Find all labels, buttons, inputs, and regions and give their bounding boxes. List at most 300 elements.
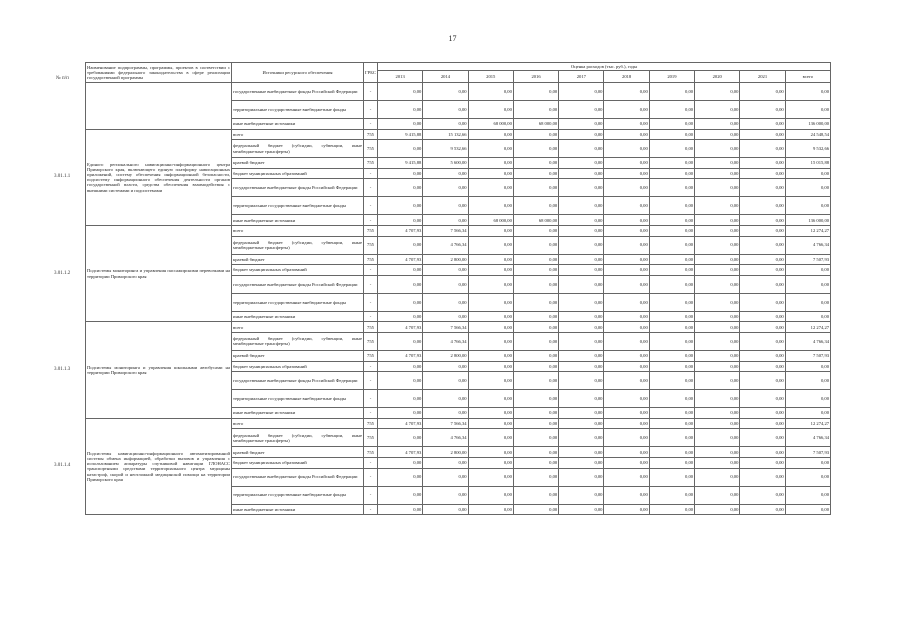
value-cell: 68 000,00 (513, 215, 558, 226)
value-cell: 0,00 (604, 350, 649, 361)
value-cell: 0,00 (559, 197, 604, 215)
value-cell: 0,00 (468, 418, 513, 429)
header-source: Источники ресурсного обеспечения (232, 63, 364, 83)
value-cell: 0,00 (649, 254, 694, 265)
value-cell: 0,00 (559, 101, 604, 119)
value-cell: 0,00 (559, 350, 604, 361)
value-cell: 0,00 (559, 418, 604, 429)
value-cell: 0,00 (604, 332, 649, 350)
source-cell: бюджет муниципальных образований (232, 265, 364, 276)
value-cell: 0,00 (695, 361, 740, 372)
value-cell: 4 766,34 (423, 332, 468, 350)
source-cell: краевой бюджет (232, 254, 364, 265)
value-cell: 9 415,88 (378, 129, 423, 140)
value-cell: 9 532,66 (785, 140, 830, 158)
value-cell: 0,00 (695, 429, 740, 447)
source-cell: иные внебюджетные источники (232, 119, 364, 130)
header-year: 2018 (604, 71, 649, 83)
value-cell: 0,00 (468, 322, 513, 333)
value-cell: 0,00 (785, 486, 830, 504)
value-cell: 0,00 (378, 236, 423, 254)
value-cell: 0,00 (649, 168, 694, 179)
value-cell: 0,00 (513, 390, 558, 408)
value-cell: 0,00 (423, 372, 468, 390)
grbs-cell: - (364, 390, 378, 408)
value-cell: 0,00 (423, 504, 468, 515)
value-cell: 0,00 (513, 168, 558, 179)
value-cell: 0,00 (649, 158, 694, 169)
value-cell: 0,00 (513, 236, 558, 254)
grbs-cell: 755 (364, 129, 378, 140)
value-cell: 0,00 (740, 293, 785, 311)
value-cell: 0,00 (559, 408, 604, 419)
value-cell: 0,00 (785, 408, 830, 419)
value-cell: 0,00 (740, 322, 785, 333)
value-cell: 0,00 (604, 322, 649, 333)
value-cell: 0,00 (740, 457, 785, 468)
source-cell: краевой бюджет (232, 158, 364, 169)
grbs-cell: - (364, 168, 378, 179)
value-cell: 0,00 (740, 265, 785, 276)
value-cell: 0,00 (785, 275, 830, 293)
value-cell: 2 800,00 (423, 447, 468, 458)
value-cell: 0,00 (604, 457, 649, 468)
header-year: 2015 (468, 71, 513, 83)
value-cell: 0,00 (513, 140, 558, 158)
header-year: 2013 (378, 71, 423, 83)
grbs-cell: - (364, 408, 378, 419)
table-row (86, 225, 831, 236)
value-cell: 0,00 (513, 408, 558, 419)
table-row (86, 129, 831, 140)
value-cell: 4 766,34 (785, 429, 830, 447)
value-cell: 0,00 (423, 179, 468, 197)
header-year: 2016 (513, 71, 558, 83)
source-cell: иные внебюджетные источники (232, 215, 364, 226)
value-cell: 0,00 (468, 293, 513, 311)
value-cell: 0,00 (378, 265, 423, 276)
value-cell: 4 707,93 (378, 254, 423, 265)
value-cell: 7 507,93 (785, 447, 830, 458)
value-cell: 0,00 (423, 101, 468, 119)
program-name: Единого регионального навигационно-информационного центра Приморского края, включающего единую платформу навигационных приложений, систему обеспечения информационной безопасности, подсистему информационного обеспечения деятельности органов государственной власти, средства обеспечения взаимодействия с внешними системами и подсистемами (86, 129, 232, 225)
value-cell: 2 800,00 (423, 254, 468, 265)
value-cell: 0,00 (695, 332, 740, 350)
program-name: Подсистемы мониторинга и управления школьными автобусами на территории Приморского края (86, 322, 232, 418)
value-cell: 0,00 (695, 457, 740, 468)
value-cell: 0,00 (740, 311, 785, 322)
grbs-cell: - (364, 101, 378, 119)
grbs-cell: - (364, 215, 378, 226)
grbs-cell: 755 (364, 158, 378, 169)
value-cell: 0,00 (604, 275, 649, 293)
value-cell: 0,00 (649, 418, 694, 429)
value-cell: 0,00 (604, 447, 649, 458)
value-cell: 0,00 (740, 361, 785, 372)
source-cell: территориальные государственные внебюджетные фонды (232, 486, 364, 504)
grbs-cell: 755 (364, 447, 378, 458)
value-cell: 0,00 (785, 468, 830, 486)
value-cell: 0,00 (378, 101, 423, 119)
value-cell: 0,00 (468, 168, 513, 179)
value-cell: 0,00 (649, 350, 694, 361)
value-cell: 0,00 (649, 468, 694, 486)
value-cell: 0,00 (740, 350, 785, 361)
value-cell: 4 707,93 (378, 418, 423, 429)
value-cell: 0,00 (423, 197, 468, 215)
value-cell: 0,00 (695, 119, 740, 130)
value-cell: 0,00 (468, 390, 513, 408)
value-cell: 0,00 (513, 361, 558, 372)
grbs-cell: - (364, 361, 378, 372)
value-cell: 0,00 (468, 179, 513, 197)
value-cell: 4 766,34 (785, 236, 830, 254)
header-year: 2017 (559, 71, 604, 83)
value-cell: 0,00 (604, 101, 649, 119)
value-cell: 0,00 (604, 504, 649, 515)
value-cell: 0,00 (649, 236, 694, 254)
value-cell: 0,00 (604, 179, 649, 197)
value-cell: 0,00 (740, 332, 785, 350)
value-cell: 0,00 (695, 350, 740, 361)
value-cell: 4 766,34 (785, 332, 830, 350)
value-cell: 0,00 (423, 486, 468, 504)
value-cell: 0,00 (785, 197, 830, 215)
value-cell: 0,00 (695, 215, 740, 226)
value-cell: 9 415,88 (378, 158, 423, 169)
source-cell: государственные внебюджетные фонды Российской Федерации (232, 372, 364, 390)
row-code: 3.01.1.4 (54, 463, 71, 469)
value-cell: 0,00 (785, 311, 830, 322)
value-cell: 0,00 (559, 486, 604, 504)
value-cell: 0,00 (559, 236, 604, 254)
value-cell: 0,00 (559, 457, 604, 468)
value-cell: 0,00 (740, 372, 785, 390)
value-cell: 0,00 (740, 140, 785, 158)
value-cell: 136 000,00 (785, 215, 830, 226)
value-cell: 0,00 (468, 140, 513, 158)
header-year: 2019 (649, 71, 694, 83)
value-cell: 0,00 (468, 236, 513, 254)
value-cell: 0,00 (468, 158, 513, 169)
value-cell: 0,00 (649, 129, 694, 140)
value-cell: 0,00 (740, 179, 785, 197)
value-cell: 0,00 (604, 158, 649, 169)
source-cell: государственные внебюджетные фонды Российской Федерации (232, 275, 364, 293)
value-cell: 0,00 (695, 504, 740, 515)
value-cell: 0,00 (513, 179, 558, 197)
header-grbs: ГРБС (364, 63, 378, 83)
value-cell: 0,00 (378, 390, 423, 408)
value-cell: 0,00 (513, 372, 558, 390)
value-cell: 0,00 (423, 293, 468, 311)
value-cell: 0,00 (785, 179, 830, 197)
value-cell: 0,00 (740, 197, 785, 215)
value-cell: 0,00 (378, 468, 423, 486)
value-cell: 0,00 (649, 179, 694, 197)
source-cell: всего (232, 322, 364, 333)
value-cell: 0,00 (785, 390, 830, 408)
source-cell: федеральный бюджет (субсидии, субвенции, иные межбюджетные трансферты) (232, 429, 364, 447)
value-cell: 5 600,00 (423, 158, 468, 169)
value-cell: 0,00 (513, 311, 558, 322)
value-cell: 0,00 (559, 179, 604, 197)
value-cell: 0,00 (378, 140, 423, 158)
value-cell: 0,00 (649, 361, 694, 372)
value-cell: 0,00 (604, 254, 649, 265)
value-cell: 4 707,93 (378, 322, 423, 333)
source-cell: территориальные государственные внебюджетные фонды (232, 293, 364, 311)
grbs-cell: - (364, 311, 378, 322)
value-cell: 7 566,34 (423, 418, 468, 429)
value-cell: 0,00 (468, 275, 513, 293)
value-cell: 0,00 (559, 447, 604, 458)
value-cell: 0,00 (513, 129, 558, 140)
value-cell: 0,00 (695, 236, 740, 254)
value-cell: 0,00 (559, 225, 604, 236)
value-cell: 0,00 (468, 372, 513, 390)
value-cell: 0,00 (468, 468, 513, 486)
value-cell: 0,00 (649, 293, 694, 311)
value-cell: 0,00 (468, 457, 513, 468)
value-cell: 0,00 (423, 83, 468, 101)
value-cell: 0,00 (695, 101, 740, 119)
value-cell: 0,00 (513, 275, 558, 293)
value-cell: 0,00 (513, 350, 558, 361)
grbs-cell: - (364, 275, 378, 293)
grbs-cell: - (364, 179, 378, 197)
value-cell: 0,00 (513, 457, 558, 468)
value-cell: 0,00 (604, 236, 649, 254)
value-cell: 7 507,93 (785, 350, 830, 361)
value-cell: 0,00 (559, 119, 604, 130)
value-cell: 0,00 (695, 129, 740, 140)
value-cell: 0,00 (649, 332, 694, 350)
header-year: 2020 (695, 71, 740, 83)
value-cell: 0,00 (695, 265, 740, 276)
value-cell: 0,00 (785, 372, 830, 390)
value-cell: 0,00 (649, 311, 694, 322)
source-cell: всего (232, 225, 364, 236)
value-cell: 0,00 (785, 168, 830, 179)
row-code: 3.01.1.3 (54, 367, 71, 373)
source-cell: иные внебюджетные источники (232, 408, 364, 419)
value-cell: 0,00 (695, 468, 740, 486)
source-cell: бюджет муниципальных образований (232, 457, 364, 468)
value-cell: 0,00 (468, 311, 513, 322)
page-number: 17 (448, 34, 457, 43)
grbs-cell: 755 (364, 418, 378, 429)
header-year: всего (785, 71, 830, 83)
value-cell: 0,00 (378, 372, 423, 390)
value-cell: 0,00 (513, 332, 558, 350)
value-cell: 0,00 (740, 486, 785, 504)
value-cell: 4 766,34 (423, 429, 468, 447)
value-cell: 0,00 (468, 408, 513, 419)
value-cell: 0,00 (468, 447, 513, 458)
value-cell: 0,00 (604, 361, 649, 372)
value-cell: 0,00 (695, 390, 740, 408)
value-cell: 0,00 (604, 468, 649, 486)
grbs-cell: - (364, 457, 378, 468)
value-cell: 0,00 (695, 83, 740, 101)
value-cell: 0,00 (695, 486, 740, 504)
row-code: 3.01.1.1 (54, 174, 71, 180)
value-cell: 0,00 (513, 197, 558, 215)
source-cell: иные внебюджетные источники (232, 504, 364, 515)
value-cell: 0,00 (378, 293, 423, 311)
grbs-cell: - (364, 83, 378, 101)
value-cell: 0,00 (378, 275, 423, 293)
value-cell: 0,00 (468, 486, 513, 504)
value-cell: 0,00 (559, 372, 604, 390)
value-cell: 4 707,93 (378, 447, 423, 458)
value-cell: 0,00 (695, 418, 740, 429)
value-cell: 0,00 (695, 179, 740, 197)
value-cell: 0,00 (378, 215, 423, 226)
value-cell: 0,00 (649, 197, 694, 215)
value-cell: 0,00 (513, 225, 558, 236)
value-cell: 0,00 (559, 332, 604, 350)
grbs-cell: - (364, 372, 378, 390)
value-cell: 0,00 (423, 275, 468, 293)
header-year: 2014 (423, 71, 468, 83)
value-cell: 7 566,34 (423, 225, 468, 236)
program-name: Подсистемы навигационно-информационного автоматизированной системы обмена информацией, обработки вызовов и управления с использованием аппаратуры спутниковой навигации ГЛОНАСС транспортными средствами территориального центра медицины катастроф, скорой и неотложной медицинской помощи на территории Приморского края (86, 418, 232, 514)
value-cell: 0,00 (649, 140, 694, 158)
value-cell: 0,00 (559, 215, 604, 226)
value-cell: 0,00 (604, 197, 649, 215)
value-cell: 0,00 (468, 265, 513, 276)
value-cell: 0,00 (695, 311, 740, 322)
value-cell: 0,00 (423, 215, 468, 226)
value-cell: 7 507,93 (785, 254, 830, 265)
value-cell: 4 707,93 (378, 225, 423, 236)
table-row (86, 418, 831, 429)
value-cell: 0,00 (423, 265, 468, 276)
value-cell: 0,00 (513, 429, 558, 447)
budget-table (85, 62, 831, 515)
value-cell: 0,00 (559, 140, 604, 158)
value-cell: 0,00 (378, 361, 423, 372)
value-cell: 0,00 (378, 504, 423, 515)
value-cell: 0,00 (740, 119, 785, 130)
value-cell: 0,00 (695, 197, 740, 215)
value-cell: 0,00 (468, 225, 513, 236)
value-cell: 0,00 (378, 457, 423, 468)
value-cell: 0,00 (559, 275, 604, 293)
value-cell: 0,00 (559, 254, 604, 265)
grbs-cell: 755 (364, 322, 378, 333)
value-cell: 0,00 (785, 101, 830, 119)
grbs-cell: 755 (364, 429, 378, 447)
value-cell: 0,00 (695, 293, 740, 311)
value-cell: 0,00 (513, 83, 558, 101)
grbs-cell: - (364, 468, 378, 486)
value-cell: 12 274,27 (785, 322, 830, 333)
value-cell: 0,00 (468, 361, 513, 372)
source-cell: всего (232, 129, 364, 140)
value-cell: 0,00 (604, 418, 649, 429)
table-row (86, 83, 831, 101)
value-cell: 0,00 (423, 468, 468, 486)
value-cell: 15 132,66 (423, 129, 468, 140)
grbs-cell: - (364, 119, 378, 130)
value-cell: 0,00 (468, 504, 513, 515)
value-cell: 0,00 (468, 129, 513, 140)
header-year: 2021 (740, 71, 785, 83)
table-row (86, 322, 831, 333)
value-cell: 0,00 (695, 408, 740, 419)
value-cell: 0,00 (378, 197, 423, 215)
value-cell: 0,00 (604, 390, 649, 408)
grbs-cell: 755 (364, 350, 378, 361)
value-cell: 0,00 (649, 225, 694, 236)
grbs-cell: - (364, 486, 378, 504)
value-cell: 0,00 (649, 119, 694, 130)
source-cell: всего (232, 418, 364, 429)
value-cell: 0,00 (513, 418, 558, 429)
value-cell: 0,00 (604, 265, 649, 276)
value-cell: 0,00 (695, 225, 740, 236)
source-cell: краевой бюджет (232, 350, 364, 361)
source-cell: федеральный бюджет (субсидии, субвенции, иные межбюджетные трансферты) (232, 236, 364, 254)
value-cell: 0,00 (604, 129, 649, 140)
header-name: Наименование подпрограммы, программы, проектов в соответствии с требованиями федерального законодательства в сфере реализации государственной программы (86, 63, 232, 83)
source-cell: территориальные государственные внебюджетные фонды (232, 390, 364, 408)
value-cell: 0,00 (513, 468, 558, 486)
value-cell: 0,00 (559, 361, 604, 372)
source-cell: государственные внебюджетные фонды Российской Федерации (232, 179, 364, 197)
header-estimate: Оценка расходов (тыс. руб.), годы (378, 63, 831, 71)
value-cell: 0,00 (378, 168, 423, 179)
value-cell: 0,00 (695, 322, 740, 333)
value-cell: 7 566,34 (423, 322, 468, 333)
value-cell: 4 766,34 (423, 236, 468, 254)
grbs-cell: - (364, 265, 378, 276)
value-cell: 0,00 (740, 429, 785, 447)
value-cell: 2 800,00 (423, 350, 468, 361)
value-cell: 12 274,27 (785, 418, 830, 429)
source-cell: государственные внебюджетные фонды Российской Федерации (232, 468, 364, 486)
value-cell: 0,00 (785, 457, 830, 468)
value-cell: 0,00 (423, 408, 468, 419)
value-cell: 0,00 (649, 322, 694, 333)
value-cell: 0,00 (604, 215, 649, 226)
value-cell: 0,00 (649, 83, 694, 101)
value-cell: 0,00 (513, 447, 558, 458)
grbs-cell: - (364, 197, 378, 215)
source-cell: федеральный бюджет (субсидии, субвенции, иные межбюджетные трансферты) (232, 140, 364, 158)
value-cell: 0,00 (559, 429, 604, 447)
value-cell: 0,00 (559, 311, 604, 322)
value-cell: 0,00 (740, 504, 785, 515)
source-cell: бюджет муниципальных образований (232, 168, 364, 179)
value-cell: 0,00 (378, 486, 423, 504)
value-cell: 0,00 (649, 408, 694, 419)
grbs-cell: - (364, 504, 378, 515)
value-cell: 0,00 (378, 311, 423, 322)
value-cell: 0,00 (513, 293, 558, 311)
value-cell: 0,00 (559, 504, 604, 515)
value-cell: 0,00 (649, 457, 694, 468)
value-cell: 0,00 (785, 504, 830, 515)
value-cell: 0,00 (785, 83, 830, 101)
value-cell: 0,00 (604, 293, 649, 311)
source-cell: территориальные государственные внебюджетные фонды (232, 197, 364, 215)
value-cell: 0,00 (423, 390, 468, 408)
value-cell: 0,00 (423, 168, 468, 179)
